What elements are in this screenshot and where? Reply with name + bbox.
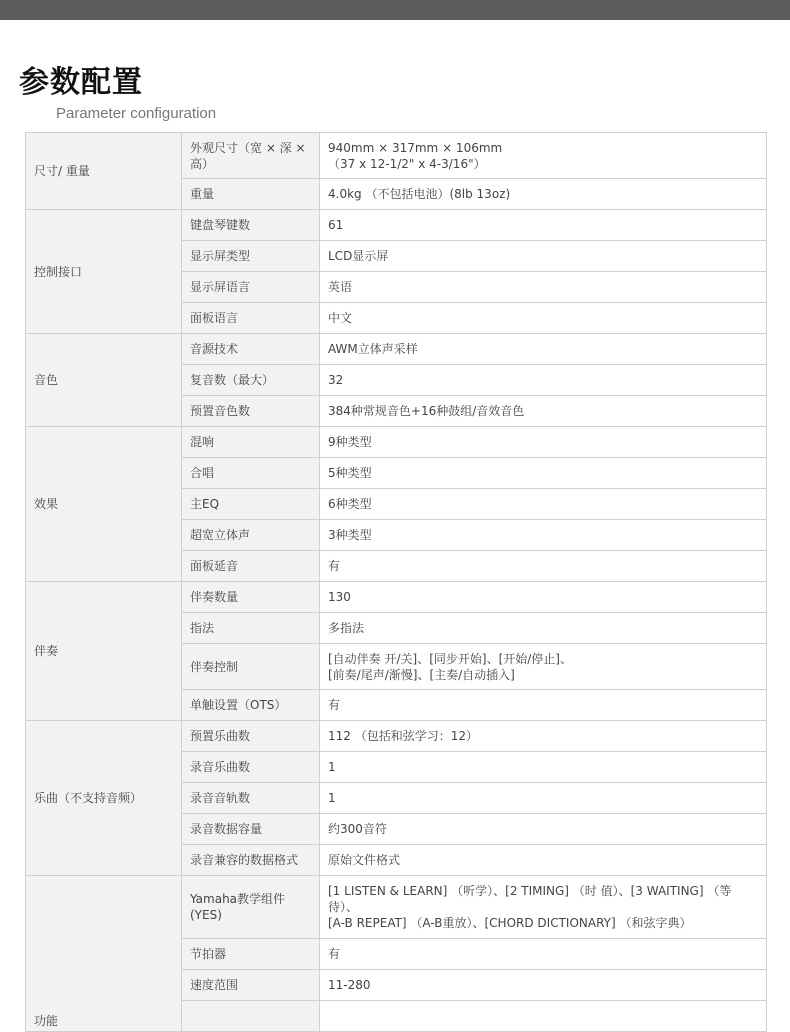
spec-property-name: 面板语言 [182, 303, 320, 334]
spec-property-value: 有 [320, 551, 767, 582]
spec-property-name: 超宽立体声 [182, 520, 320, 551]
spec-property-name: 外观尺寸（宽 × 深 × 高） [182, 133, 320, 179]
spec-property-name: 主EQ [182, 489, 320, 520]
spec-property-value: 11-280 [320, 970, 767, 1001]
spec-property-name: 伴奏控制 [182, 644, 320, 690]
spec-property-value: 1 [320, 783, 767, 814]
spec-property-value: [自动伴奏 开/关]、[同步开始]、[开始/停止]、 [前奏/尾声/渐慢]、[主奏/自动插入] [320, 644, 767, 690]
spec-property-name: 混响 [182, 427, 320, 458]
spec-property-value: [1 LISTEN & LEARN] （听学）、[2 TIMING] （时 值）、[3 WAITING] （等待）、 [A-B REPEAT] （A-B重放）、[CHORD DICTIONARY] （和弦字典） [320, 876, 767, 939]
spec-property-value: 112 （包括和弦学习：12） [320, 721, 767, 752]
top-bar [0, 0, 790, 20]
spec-property-value: 有 [320, 939, 767, 970]
spec-category: 控制接口 [26, 210, 182, 334]
spec-category: 功能 [26, 876, 182, 1032]
spec-property-name: Yamaha教学组件 (YES) [182, 876, 320, 939]
spec-property-value: 384种常规音色+16种鼓组/音效音色 [320, 396, 767, 427]
spec-property-name: 录音音轨数 [182, 783, 320, 814]
spec-property-name: 录音乐曲数 [182, 752, 320, 783]
spec-property-name: 合唱 [182, 458, 320, 489]
spec-property-value: 130 [320, 582, 767, 613]
spec-property-value: 有 [320, 690, 767, 721]
spec-property-name: 速度范围 [182, 970, 320, 1001]
spec-category: 效果 [26, 427, 182, 582]
spec-property-name: 显示屏类型 [182, 241, 320, 272]
spec-property-name: 复音数（最大） [182, 365, 320, 396]
spec-property-name: 节拍器 [182, 939, 320, 970]
spec-property-value: 61 [320, 210, 767, 241]
spec-property-value: AWM立体声采样 [320, 334, 767, 365]
spec-property-name [182, 1001, 320, 1032]
page-subtitle: Parameter configuration [56, 105, 217, 122]
spec-property-value: 中文 [320, 303, 767, 334]
spec-property-name: 录音数据容量 [182, 814, 320, 845]
spec-property-name: 显示屏语言 [182, 272, 320, 303]
spec-row [26, 876, 767, 939]
spec-property-name: 单触设置（OTS） [182, 690, 320, 721]
spec-property-name: 伴奏数量 [182, 582, 320, 613]
spec-property-name: 音源技术 [182, 334, 320, 365]
spec-category: 音色 [26, 334, 182, 427]
page-title: 参数配置 [19, 65, 143, 100]
spec-property-name: 指法 [182, 613, 320, 644]
spec-property-value: 原始文件格式 [320, 845, 767, 876]
spec-property-name: 录音兼容的数据格式 [182, 845, 320, 876]
spec-property-value: 940mm × 317mm × 106mm （37 x 12-1/2" x 4-3/16"） [320, 133, 767, 179]
spec-property-value: 4.0kg （不包括电池）(8lb 13oz) [320, 179, 767, 210]
spec-row [26, 133, 767, 179]
spec-property-value: 6种类型 [320, 489, 767, 520]
spec-row [26, 721, 767, 752]
spec-property-name: 预置乐曲数 [182, 721, 320, 752]
spec-property-value: 5种类型 [320, 458, 767, 489]
spec-table [25, 132, 767, 1032]
spec-row [26, 334, 767, 365]
spec-property-value: 32 [320, 365, 767, 396]
spec-property-value: 多指法 [320, 613, 767, 644]
spec-property-value: 约300音符 [320, 814, 767, 845]
spec-table-body [26, 133, 767, 1032]
spec-property-value: 英语 [320, 272, 767, 303]
spec-row [26, 427, 767, 458]
spec-category: 尺寸/ 重量 [26, 133, 182, 210]
spec-property-value: 9种类型 [320, 427, 767, 458]
spec-property-value: LCD显示屏 [320, 241, 767, 272]
spec-category: 伴奏 [26, 582, 182, 721]
spec-property-value: 1 [320, 752, 767, 783]
spec-property-value [320, 1001, 767, 1032]
spec-property-value: 3种类型 [320, 520, 767, 551]
spec-property-name: 键盘琴键数 [182, 210, 320, 241]
spec-property-name: 重量 [182, 179, 320, 210]
spec-property-name: 预置音色数 [182, 396, 320, 427]
spec-row [26, 582, 767, 613]
spec-row [26, 210, 767, 241]
spec-property-name: 面板延音 [182, 551, 320, 582]
spec-category: 乐曲（不支持音频） [26, 721, 182, 876]
